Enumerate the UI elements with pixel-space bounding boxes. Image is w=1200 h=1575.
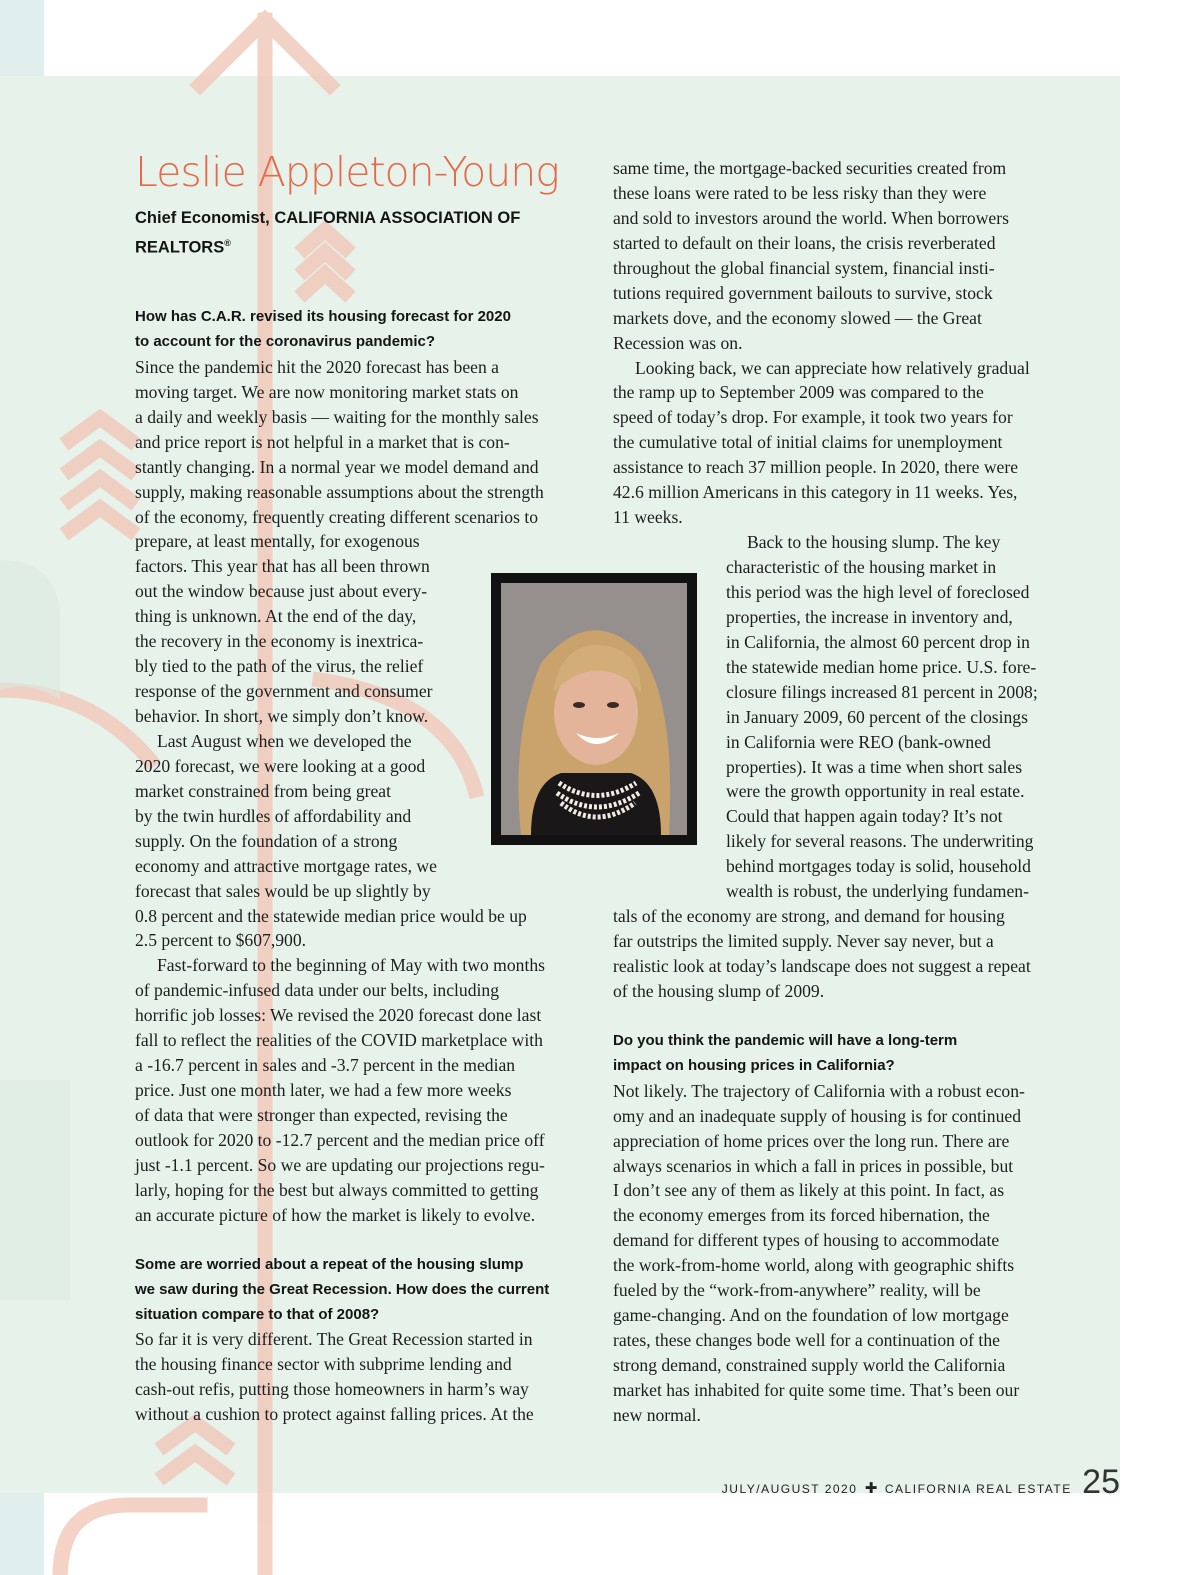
body-line: 0.8 percent and the statewide median price would be up [135, 905, 527, 926]
body-line: Last August when we developed the [157, 730, 412, 751]
body-line: likely for several reasons. The underwriting [726, 831, 1034, 852]
body-line: larly, hoping for the best but always committed to getting [135, 1179, 539, 1200]
body-line: properties, the increase in inventory and, [726, 606, 1013, 627]
body-line: Looking back, we can appreciate how relatively gradual [635, 357, 1030, 378]
author-role-text: Chief Economist, CALIFORNIA ASSOCIATION OF REALTORS [135, 209, 521, 257]
body-line: properties). It was a time when short sales [726, 756, 1023, 777]
body-line: game-changing. And on the foundation of low mortgage [613, 1305, 1009, 1326]
body-line: factors. This year that has all been thrown [135, 556, 430, 577]
article-title: Leslie Appleton-Young [135, 148, 559, 196]
paragraph-gap [613, 1004, 1038, 1029]
body-line: market constrained from being great [135, 780, 391, 801]
body-line: closure filings increased 81 percent in 2008; [726, 681, 1038, 702]
body-line: without a cushion to protect against falling prices. At the [135, 1404, 534, 1425]
body-line: Could that happen again today? It’s not [726, 806, 1003, 827]
body-line: supply. On the foundation of a strong [135, 830, 398, 851]
question-line: Some are worried about a repeat of the housing slump [135, 1255, 524, 1273]
body-line: Since the pandemic hit the 2020 forecast has been a [135, 356, 499, 377]
question-line: impact on housing prices in California? [613, 1056, 895, 1074]
body-line: So far it is very different. The Great Recession started in [135, 1329, 533, 1350]
body-line: the cumulative total of initial claims for unemployment [613, 432, 1003, 453]
body-line: in California, the almost 60 percent drop in [726, 631, 1030, 652]
body-line: price. Just one month later, we had a few more weeks [135, 1080, 512, 1101]
question-line: How has C.A.R. revised its housing forecast for 2020 [135, 308, 511, 325]
body-line: cash-out refis, putting those homeowners in harm’s way [135, 1379, 529, 1400]
body-line: of the housing slump of 2009. [613, 980, 825, 1001]
body-line: wealth is robust, the underlying fundamen- [726, 881, 1029, 902]
body-line: 42.6 million Americans in this category in 11 weeks. Yes, [613, 482, 1018, 503]
body-line: new normal. [613, 1404, 701, 1425]
question-line: situation compare to that of 2008? [135, 1305, 380, 1323]
question-line: Do you think the pandemic will have a long-term [613, 1031, 958, 1049]
portrait-illustration [501, 583, 687, 835]
author-role [135, 206, 535, 261]
body-line: 2.5 percent to $607,900. [135, 930, 307, 951]
body-line: and sold to investors around the world. When borrowers [613, 207, 1009, 228]
body-line: fall to reflect the realities of the COVID marketplace with [135, 1030, 543, 1051]
body-line: by the twin hurdles of affordability and [135, 805, 412, 826]
body-line: omy and an inadequate supply of housing is for continued [613, 1105, 1021, 1126]
author-portrait-photo [491, 573, 697, 845]
body-line: the economy emerges from its forced hibernation, the [613, 1205, 990, 1226]
body-line: tutions required government bailouts to survive, stock [613, 282, 993, 303]
body-line: outlook for 2020 to -12.7 percent and the median price off [135, 1129, 545, 1150]
body-line: forecast that sales would be up slightly by [135, 880, 431, 901]
body-line: same time, the mortgage-backed securities created from [613, 158, 1007, 178]
cross-separator-icon: ✚ [864, 1480, 878, 1497]
body-line: strong demand, constrained supply world the California [613, 1355, 1006, 1375]
body-line: always scenarios in which a fall in prices in possible, but [613, 1155, 1014, 1176]
page-footer [722, 1463, 1120, 1502]
text-column-left [135, 305, 549, 1427]
question-line: to account for the coronavirus pandemic? [135, 332, 436, 350]
body-line: 2020 forecast, we were looking at a good [135, 755, 426, 776]
body-line: an accurate picture of how the market is likely to evolve. [135, 1204, 536, 1225]
body-line: in California were REO (bank-owned [726, 731, 991, 752]
body-line: I don’t see any of them as likely at this point. In fact, as [613, 1180, 1005, 1201]
body-line: Recession was on. [613, 332, 743, 353]
issue-date: JULY/AUGUST 2020 [721, 1482, 858, 1496]
body-line: and price report is not helpful in a market that is con- [135, 431, 510, 452]
body-line: response of the government and consumer [135, 681, 433, 702]
body-line: the work-from-home world, along with geographic shifts [613, 1255, 1015, 1276]
body-line: realistic look at today’s landscape does not suggest a repeat [613, 956, 1031, 976]
page-number: 25 [1082, 1463, 1120, 1501]
body-line: the housing finance sector with subprime lending and [135, 1354, 512, 1375]
body-line: far outstrips the limited supply. Never say never, but a [613, 931, 994, 952]
body-line: markets dove, and the economy slowed — the Great [613, 307, 982, 328]
body-line: Not likely. The trajectory of California with a robust econ- [613, 1080, 1025, 1101]
body-line: horrific job losses: We revised the 2020 forecast done last [135, 1005, 542, 1026]
body-line: of pandemic-infused data under our belts, including [135, 980, 499, 1001]
body-line: of data that were stronger than expected, revising the [135, 1105, 508, 1125]
body-line: this period was the high level of foreclosed [726, 581, 1030, 602]
body-line: a daily and weekly basis — waiting for the monthly sales [135, 406, 539, 427]
body-line: Fast-forward to the beginning of May with two months [157, 955, 545, 976]
body-line: throughout the global financial system, financial insti- [613, 257, 995, 278]
body-line: the recovery in the economy is inextrica- [135, 631, 424, 652]
body-line: of the economy, frequently creating different scenarios to [135, 506, 539, 527]
body-line: economy and attractive mortgage rates, we [135, 855, 437, 876]
body-line: Back to the housing slump. The key [747, 532, 1001, 553]
body-line: characteristic of the housing market in [726, 557, 997, 577]
body-line: these loans were rated to be less risky than they were [613, 182, 987, 203]
body-line: supply, making reasonable assumptions about the strength [135, 481, 544, 502]
body-line: rates, these changes bode well for a continuation of the [613, 1330, 1000, 1351]
body-line: in January 2009, 60 percent of the closings [726, 706, 1028, 727]
paragraph-gap [135, 1228, 549, 1253]
body-line: bly tied to the path of the virus, the relief [135, 656, 424, 677]
body-line: a -16.7 percent in sales and -3.7 percent in the median [135, 1055, 516, 1076]
body-line: behavior. In short, we simply don’t know. [135, 706, 429, 726]
registered-mark: ® [224, 238, 231, 248]
body-line: started to default on their loans, the crisis reverberated [613, 232, 996, 253]
body-line: prepare, at least mentally, for exogenous [135, 531, 420, 552]
question-line: we saw during the Great Recession. How does the current [135, 1280, 550, 1298]
body-line: market has inhabited for quite some time. That’s been our [613, 1379, 1020, 1400]
body-line: the ramp up to September 2009 was compared to the [613, 382, 984, 403]
body-line: speed of today’s drop. For example, it took two years for [613, 407, 1013, 428]
body-line: assistance to reach 37 million people. In 2020, there were [613, 457, 1019, 478]
body-line: fueled by the “work-from-anywhere” reality, will be [613, 1280, 981, 1301]
body-line: stantly changing. In a normal year we model demand and [135, 456, 539, 477]
body-line: appreciation of home prices over the long run. There are [613, 1130, 1010, 1151]
body-line: moving target. We are now monitoring market stats on [135, 381, 519, 402]
body-line: out the window because just about every- [135, 581, 428, 602]
body-line: the statewide median home price. U.S. fore- [726, 656, 1037, 677]
body-line: thing is unknown. At the end of the day, [135, 606, 417, 627]
body-line: tals of the economy are strong, and demand for housing [613, 906, 1005, 927]
body-line: were the growth opportunity in real estate. [726, 781, 1025, 802]
publication-name: CALIFORNIA REAL ESTATE [884, 1482, 1072, 1496]
body-line: 11 weeks. [613, 507, 683, 528]
body-line: behind mortgages today is solid, household [726, 856, 1031, 877]
body-line: demand for different types of housing to accommodate [613, 1230, 1000, 1251]
body-line: just -1.1 percent. So we are updating our projections regu- [135, 1154, 545, 1175]
